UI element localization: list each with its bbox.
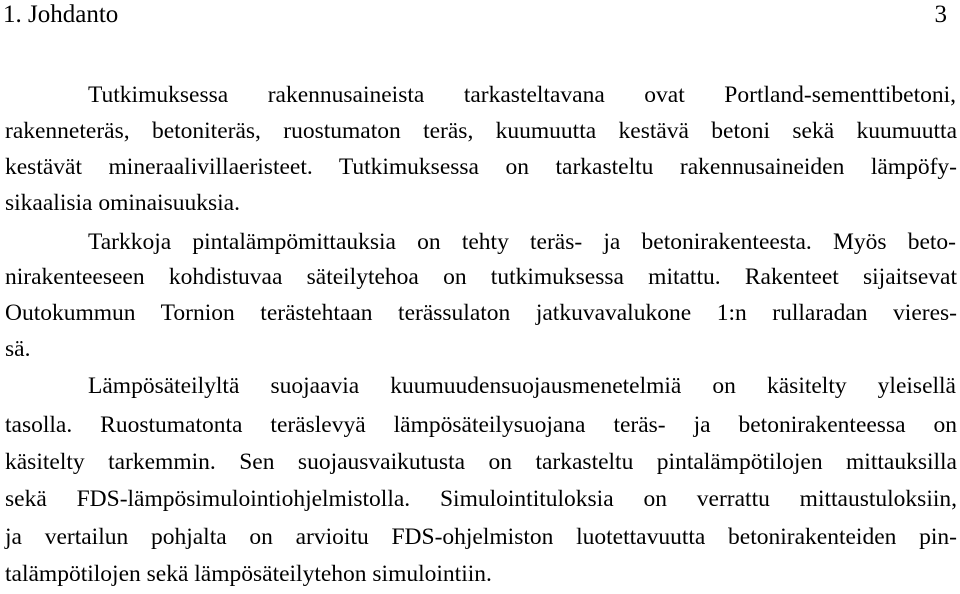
paragraph-2-line-1: Tarkkoja pintalämpömittauksia on tehty teräs- ja betonirakenteesta. Myös beto- [88, 229, 956, 255]
paragraph-1-line-4: sikaalisia ominaisuuksia. [5, 190, 240, 216]
paragraph-3-line-6: talämpötilojen sekä lämpösäteilytehon simulointiin. [5, 561, 492, 587]
paragraph-3-line-3: käsitelty tarkemmin. Sen suojausvaikutusta on tarkasteltu pintalämpötilojen mittauksilla [5, 449, 957, 475]
page-header [0, 0, 960, 34]
paragraph-2-line-3: Outokummun Tornion terästehtaan terässulaton jatkuvavalukone 1:n rullaradan vieres- [5, 300, 957, 326]
chapter-title: 1. Johdanto [3, 1, 119, 28]
paragraph-1-line-1: Tutkimuksessa rakennusaineista tarkasteltavana ovat Portland-sementtibetoni, [88, 82, 956, 108]
paragraph-3-line-2: tasolla. Ruostumatonta teräslevyä lämpösäteilysuojana teräs- ja betonirakenteessa on [5, 412, 957, 438]
paragraph-1-line-3: kestävät mineraalivillaeristeet. Tutkimuksessa on tarkasteltu rakennusaineiden lämpöfy- [5, 154, 957, 180]
paragraph-1-line-2: rakenneteräs, betoniteräs, ruostumaton teräs, kuumuutta kestävä betoni sekä kuumuutta [5, 118, 957, 144]
page-number: 3 [934, 1, 947, 28]
paragraph-3-line-4: sekä FDS-lämpösimulointiohjelmistolla. Simulointituloksia on verrattu mittaustuloksiin, [5, 486, 957, 512]
paragraph-3-line-5: ja vertailun pohjalta on arvioitu FDS-ohjelmiston luotettavuutta betonirakenteiden pin- [5, 524, 957, 550]
paragraph-2-line-2: nirakenteeseen kohdistuvaa säteilytehoa on tutkimuksessa mitattu. Rakenteet sijaitsevat [5, 264, 957, 290]
paragraph-3-line-1: Lämpösäteilyltä suojaavia kuumuudensuojausmenetelmiä on käsitelty yleisellä [88, 373, 956, 399]
paragraph-2-line-4: sä. [5, 336, 31, 362]
